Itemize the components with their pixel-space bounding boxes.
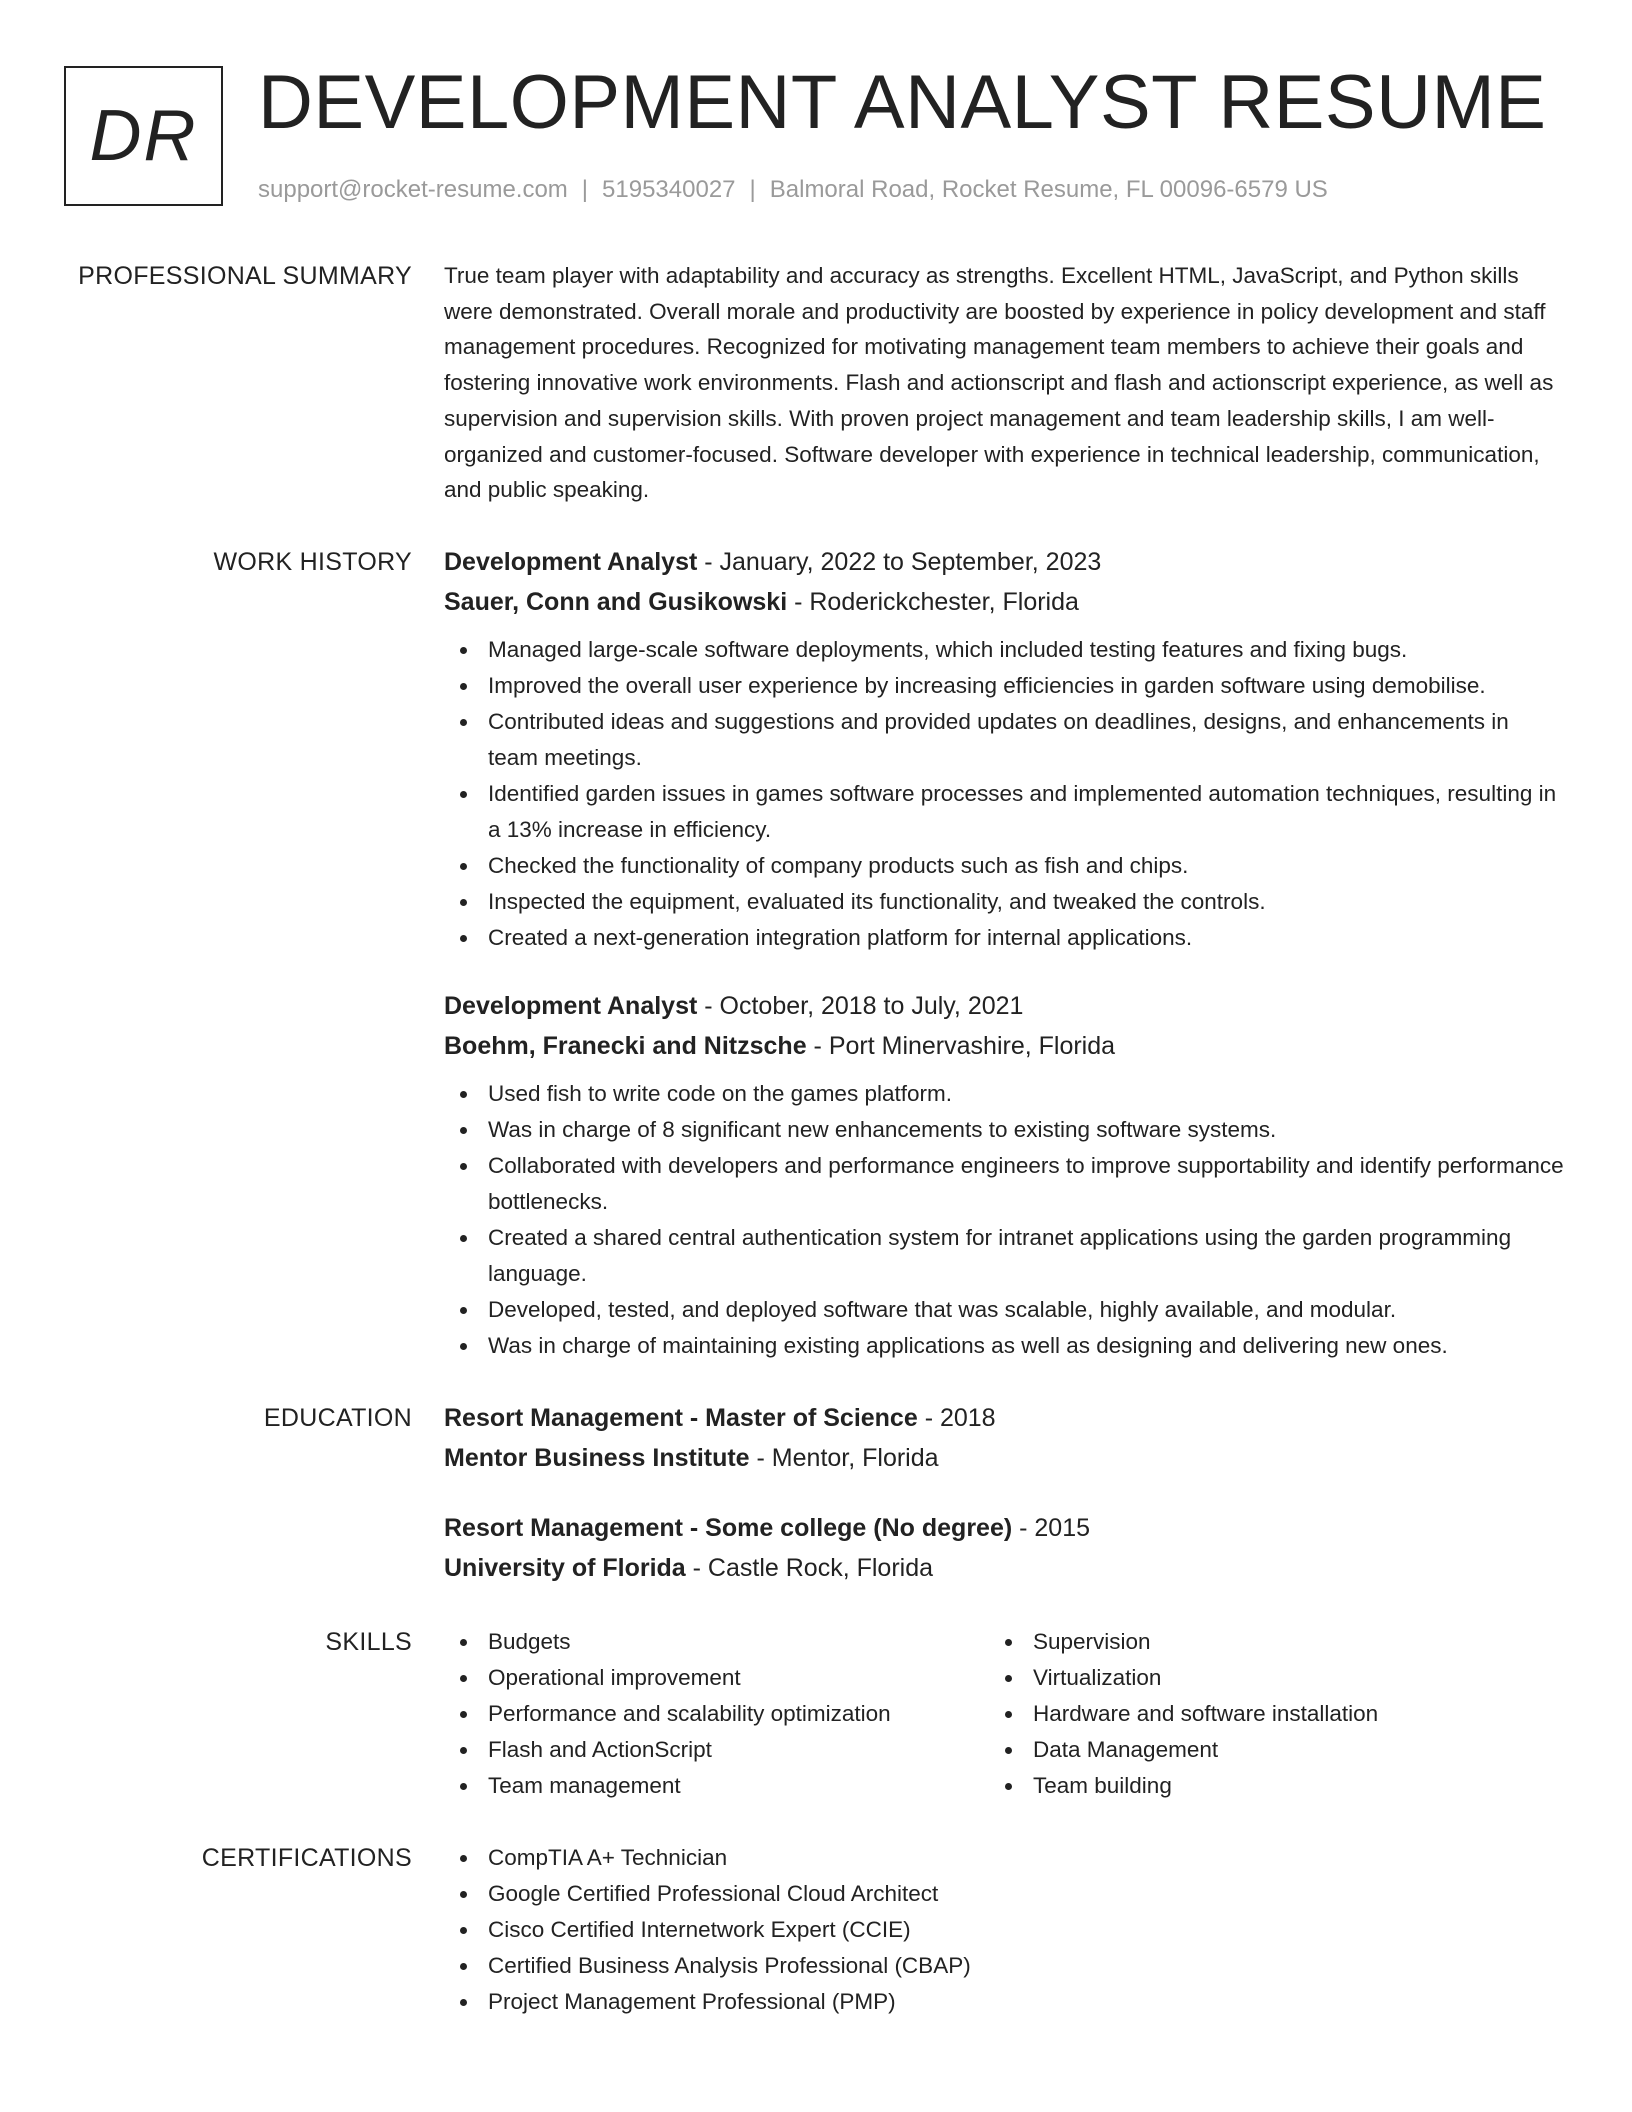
education-location: - Castle Rock, Florida (685, 1553, 934, 1582)
job-bullet: Created a shared central authentication system for intranet applications using the garden programming language. (444, 1220, 1564, 1292)
contact-phone[interactable]: 5195340027 (602, 176, 736, 203)
skills-grid (444, 1622, 1564, 1804)
work-history-section (0, 542, 1632, 1364)
job-bullets (444, 632, 1564, 956)
skill-item: Performance and scalability optimization (444, 1696, 989, 1732)
job-title-line (444, 986, 1564, 1026)
skill-item: Team building (989, 1768, 1534, 1804)
job-bullet: Contributed ideas and suggestions and provided updates on deadlines, designs, and enhancements in team meetings. (444, 704, 1564, 776)
skill-item: Budgets (444, 1624, 989, 1660)
job-entry (444, 986, 1564, 1364)
job-location: - Roderickchester, Florida (787, 587, 1079, 616)
education-year: - 2015 (1012, 1513, 1091, 1542)
job-dates: - October, 2018 to July, 2021 (697, 991, 1024, 1020)
section-label-summary: PROFESSIONAL SUMMARY (78, 262, 412, 290)
job-bullet: Used fish to write code on the games platform. (444, 1076, 1564, 1112)
job-company: Sauer, Conn and Gusikowski (444, 587, 788, 616)
job-bullet: Inspected the equipment, evaluated its functionality, and tweaked the controls. (444, 884, 1564, 920)
skill-item: Data Management (989, 1732, 1534, 1768)
certification-item: Google Certified Professional Cloud Architect (444, 1876, 1564, 1912)
job-bullet: Developed, tested, and deployed software that was scalable, highly available, and modular. (444, 1292, 1564, 1328)
job-location: - Port Minervashire, Florida (806, 1031, 1116, 1060)
education-degree: Resort Management - Master of Science (444, 1403, 918, 1432)
job-bullet: Was in charge of maintaining existing applications as well as designing and delivering new ones. (444, 1328, 1564, 1364)
education-degree: Resort Management - Some college (No degree) (444, 1513, 1013, 1542)
section-label-work-history: WORK HISTORY (213, 547, 412, 576)
job-title-line (444, 542, 1564, 582)
education-degree-line (444, 1398, 1564, 1438)
contact-separator: | (581, 176, 589, 203)
education-entry (444, 1398, 1564, 1478)
job-bullet: Checked the functionality of company products such as fish and chips. (444, 848, 1564, 884)
skill-item: Operational improvement (444, 1660, 989, 1696)
certifications-list (444, 1838, 1564, 2020)
contact-address: Balmoral Road, Rocket Resume, FL 00096-6579 US (769, 176, 1328, 203)
skills-list-right (989, 1624, 1534, 1804)
job-bullet: Improved the overall user experience by increasing efficiencies in garden software using demobilise. (444, 668, 1564, 704)
monogram-box (64, 66, 223, 206)
job-bullet: Identified garden issues in games software processes and implemented automation techniques, resulting in a 13% increase in efficiency. (444, 776, 1564, 848)
summary-section (0, 256, 1632, 508)
education-school-line (444, 1548, 1564, 1588)
education-school: University of Florida (444, 1553, 686, 1582)
skill-item: Team management (444, 1768, 989, 1804)
summary-text: True team player with adaptability and accuracy as strengths. Excellent HTML, JavaScript, and Python skills were demonstrated. Overall morale and productivity are boosted by experience in policy development and staff management procedures. Recognized for motivating management team members to achieve their goals and fostering innovative work environments. Flash and actionscript and flash and actionscript experience, as well as supervision and supervision skills. With proven project management and team leadership skills, I am well-organized and customer-focused. Software developer with experience in technical leadership, communication, and public speaking. (444, 263, 1554, 503)
section-label-skills: SKILLS (325, 1627, 412, 1656)
skill-item: Flash and ActionScript (444, 1732, 989, 1768)
resume-title: DEVELOPMENT ANALYST RESUME (258, 60, 1547, 145)
skills-list-left (444, 1624, 989, 1804)
section-label-education: EDUCATION (263, 1403, 412, 1432)
skill-item: Supervision (989, 1624, 1534, 1660)
education-section (0, 1398, 1632, 1588)
job-entry (444, 542, 1564, 956)
job-title: Development Analyst (444, 991, 698, 1020)
skill-item: Virtualization (989, 1660, 1534, 1696)
job-bullet: Created a next-generation integration platform for internal applications. (444, 920, 1564, 956)
education-entry (444, 1508, 1564, 1588)
contact-email[interactable]: support@rocket-resume.com (258, 176, 568, 203)
job-bullets (444, 1076, 1564, 1364)
skill-item: Hardware and software installation (989, 1696, 1534, 1732)
certification-item: Cisco Certified Internetwork Expert (CCIE) (444, 1912, 1564, 1948)
skills-section (0, 1622, 1632, 1804)
education-year: - 2018 (917, 1403, 996, 1432)
job-company: Boehm, Franecki and Nitzsche (444, 1031, 807, 1060)
certification-item: Certified Business Analysis Professional (CBAP) (444, 1948, 1564, 1984)
resume-content (0, 256, 1632, 2054)
education-location: - Mentor, Florida (749, 1443, 939, 1472)
certification-item: CompTIA A+ Technician (444, 1840, 1564, 1876)
job-title: Development Analyst (444, 547, 698, 576)
section-label-certifications: CERTIFICATIONS (201, 1843, 412, 1872)
monogram-initials: DR (89, 96, 198, 176)
job-bullet: Was in charge of 8 significant new enhancements to existing software systems. (444, 1112, 1564, 1148)
job-company-line (444, 582, 1564, 622)
job-bullet: Collaborated with developers and performance engineers to improve supportability and identify performance bottlenecks. (444, 1148, 1564, 1220)
contact-separator: | (749, 176, 756, 203)
education-degree-line (444, 1508, 1564, 1548)
job-dates: - January, 2022 to September, 2023 (697, 547, 1102, 576)
job-company-line (444, 1026, 1564, 1066)
education-school: Mentor Business Institute (444, 1443, 750, 1472)
certifications-section (0, 1838, 1632, 2020)
contact-line (258, 174, 1328, 206)
job-bullet: Managed large-scale software deployments, which included testing features and fixing bugs. (444, 632, 1564, 668)
certification-item: Project Management Professional (PMP) (444, 1984, 1564, 2020)
education-school-line (444, 1438, 1564, 1478)
